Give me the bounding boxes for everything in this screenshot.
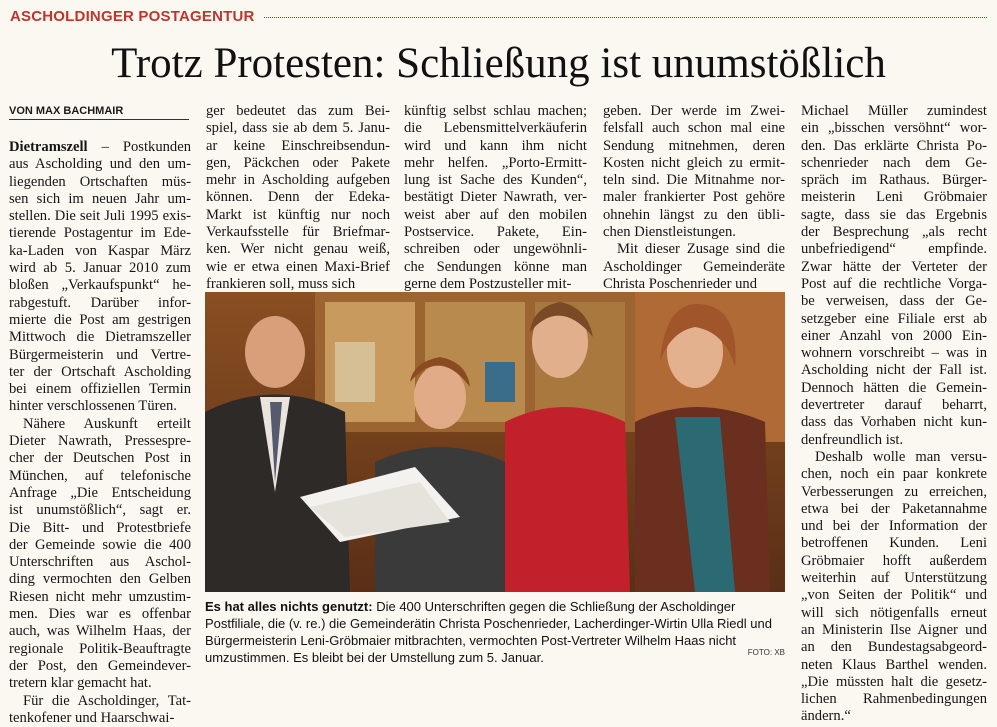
col1-line: mierte die Post am gestrigen bbox=[9, 311, 191, 328]
col1-line: sen sich im neuen Jahr um- bbox=[9, 190, 191, 207]
col1-line: tretern klar gemacht hat. bbox=[9, 675, 152, 692]
col1-line: ka-Laden von Kaspar März bbox=[9, 242, 191, 259]
col3-line: Postservice. Pakete, Ein- bbox=[404, 224, 587, 241]
col5-line: setzgeber eine Filiale erst ab bbox=[801, 310, 987, 327]
col5-line: denfreundlich ist. bbox=[801, 431, 904, 448]
col2-line: ar keine Einschreibsendun- bbox=[206, 137, 390, 154]
col1-line: ter der Ortschaft Ascholding bbox=[9, 363, 191, 380]
col1-line: ist unumstößlich“, sagt er. bbox=[9, 502, 191, 519]
col2-line: wie er etwa einen Maxi-Brief bbox=[206, 258, 390, 275]
col5-line: einer Anzahl von 2000 Ein- bbox=[801, 327, 987, 344]
col4-line: geben. Der werde im Zwei- bbox=[603, 103, 785, 119]
col1-line: auch, was Wilhelm Haas, der bbox=[9, 623, 191, 640]
col4-line: teln sind. Die Mitnahme nor- bbox=[603, 172, 785, 189]
col3-line: die Lebensmittelverkäuferin bbox=[404, 120, 587, 137]
col5-line: Michael Müller zumindest bbox=[801, 103, 987, 119]
section-kicker: ASCHOLDINGER POSTAGENTUR bbox=[10, 8, 263, 25]
col4-line: felsfall auch schon mal eine bbox=[603, 120, 785, 137]
article-column-1 bbox=[9, 139, 191, 727]
col3-line: che Sendungen könne man bbox=[404, 258, 587, 275]
col1-line: Die Bitt- und Protestbriefe bbox=[9, 519, 191, 536]
col5-line: etwa bei der Paketannahme bbox=[801, 500, 987, 517]
col5-line: Gröbmaier hofft außerdem bbox=[801, 552, 987, 569]
col3-line: gerne dem Postzusteller mit- bbox=[404, 275, 572, 292]
col1-line: tierende Postagentur im Ede- bbox=[9, 225, 191, 242]
col5-line: Deshalb wolle man versu- bbox=[815, 448, 987, 465]
col5-line: wohnern vorschreibt – was in bbox=[801, 345, 987, 362]
col5-line: Post auf die rechtliche Vorga- bbox=[801, 275, 987, 292]
article-column-2 bbox=[206, 103, 390, 293]
col3-line: weist aber auf den mobilen bbox=[404, 206, 587, 223]
col5-line: neten Klaus Barthel wenden. bbox=[801, 656, 987, 673]
col5-line: Dennoch hätten die Gemein- bbox=[801, 379, 987, 396]
col5-line: sagte, dass sie das Ergebnis bbox=[801, 206, 987, 223]
col4-line: chen Dienstleistungen. bbox=[603, 224, 736, 241]
col2-line: Verkaufsstelle für Briefmar- bbox=[206, 224, 390, 241]
col1-line: Mittwoch die Dietramszeller bbox=[9, 329, 191, 346]
col1-line: Anfrage „Die Entscheidung bbox=[9, 484, 191, 501]
col5-line: spräch im Rathaus. Bürger- bbox=[801, 172, 987, 189]
col1-line: cher der Deutschen Post in bbox=[9, 450, 191, 467]
photo-illustration bbox=[205, 292, 785, 592]
col5-line: Ascholding nicht der Fall ist. bbox=[801, 362, 987, 379]
col1-line: Unterschriften aus Aschol- bbox=[9, 554, 191, 571]
col3-line: schreiben oder ungewöhnli- bbox=[404, 241, 587, 258]
col4-line: maler frankierter Post gehöre bbox=[603, 189, 785, 206]
col5-line: und bei der Information der bbox=[801, 518, 987, 535]
col5-line: an den Bundestagsabgeord- bbox=[801, 639, 987, 656]
col2-line: gen, Päckchen oder Pakete bbox=[206, 154, 390, 171]
col5-line: chen, noch ein paar konkrete bbox=[801, 466, 987, 483]
col2-line: mehr in Ascholding aufgeben bbox=[206, 172, 390, 189]
col5-line: will sich nötigenfalls erneut bbox=[801, 604, 987, 621]
col5-line: Verbesserungen zu erreichen, bbox=[801, 483, 987, 500]
col3-line: bestätigt Dieter Nawrath, ver- bbox=[404, 189, 587, 206]
col1-line: bei einem offiziellen Termin bbox=[9, 381, 191, 398]
col5-line: ein „bisschen versöhnt“ wor- bbox=[801, 120, 987, 137]
col5-line: betroffenen Kunden. Leni bbox=[801, 535, 987, 552]
col2-line: Markt ist künftig nur noch bbox=[206, 206, 390, 223]
col1-line: der Gemeinde sowie die 400 bbox=[9, 536, 191, 553]
col5-line: „von Seiten der Politik“ und bbox=[801, 587, 987, 604]
col1-line: men. Dies war es offenbar bbox=[9, 606, 191, 623]
col1-line: stellen. Die seit Juli 1995 exis- bbox=[9, 208, 191, 225]
col5-line: be verweisen, dass der Ge- bbox=[801, 293, 987, 310]
col2-line: können. Denn der Edeka- bbox=[206, 189, 390, 206]
col4-line: Mit dieser Zusage sind die bbox=[617, 241, 785, 258]
col5-line: den. Das erklärte Christa Po- bbox=[801, 137, 987, 154]
col1-line: bloßen „Verkaufspunkt“ he- bbox=[9, 277, 191, 294]
col5-line: „Die müssten halt die gesetz- bbox=[801, 673, 987, 690]
col2-line: ken. Wer nicht genau weiß, bbox=[206, 241, 390, 258]
col5-line: ändern.“ bbox=[801, 708, 851, 725]
col1-line: Dietramszell – Postkunden bbox=[9, 139, 191, 155]
article-photo bbox=[205, 292, 785, 592]
col2-line: spiel, dass sie ab dem 5. Janu- bbox=[206, 120, 390, 137]
col4-line: ohnehin längst zu den übli- bbox=[603, 206, 785, 223]
kicker-dotted-rule bbox=[240, 17, 987, 18]
col3-line: mehr helfen. „Porto-Ermitt- bbox=[404, 154, 587, 171]
caption-text: Die 400 Unterschriften gegen die Schließung der Ascholdinger Postfiliale, die (v. re.) die Gemeinderätin Christa Poschenrieder, Lacherdinger-Wirtin Ulla Riedl und Bürgermeisterin Leni-Gröbmaier mitbrachten, vermochten Post-Vertreter Wilhelm Haas nicht umzustimmen. Es bleibt bei der Umstellung zum 5. Januar. bbox=[205, 599, 772, 665]
col5-line: unbefriedigend“ empfinde. bbox=[801, 241, 987, 258]
photo-caption bbox=[205, 598, 785, 666]
col3-line: lung ist Sache des Kunden“, bbox=[404, 172, 587, 189]
col5-line: dass das Vorhaben nicht kun- bbox=[801, 414, 987, 431]
col5-line: meisterin Leni Gröbmaier bbox=[801, 189, 987, 206]
article-column-5 bbox=[801, 103, 987, 726]
col1-line: tenkofener und Haarschwai- bbox=[9, 709, 175, 726]
col2-line: frankieren soll, muss sich bbox=[206, 275, 356, 292]
col4-line: Ascholdinger Gemeinderäte bbox=[603, 258, 785, 275]
col4-line: Sendung mitnehmen, deren bbox=[603, 137, 785, 154]
author-byline: VON MAX BACHMAIR bbox=[9, 105, 189, 120]
col2-line: ger bedeutet das zum Bei- bbox=[206, 103, 390, 119]
col1-line: liegenden Ortschaften müs- bbox=[9, 173, 191, 190]
caption-lead: Es hat alles nichts genutzt: bbox=[205, 599, 373, 614]
col1-line: Für die Ascholdinger, Tat- bbox=[23, 692, 191, 709]
col5-line: schenrieder nach dem Ge- bbox=[801, 154, 987, 171]
col5-line: der Besprechung „als recht bbox=[801, 224, 987, 241]
article-headline: Trotz Protesten: Schließung ist unumstößlich bbox=[111, 40, 886, 87]
photo-credit: FOTO: XB bbox=[747, 648, 785, 657]
col1-line: Nähere Auskunft erteilt bbox=[23, 415, 191, 432]
col1-line: München, auf telefonische bbox=[9, 467, 191, 484]
col5-line: an Ministerin Ilse Aigner und bbox=[801, 621, 987, 638]
col4-line: Kosten nicht gleich zu ermit- bbox=[603, 154, 785, 171]
col3-line: künftig selbst schlau machen; bbox=[404, 103, 587, 119]
col1-line: Dieter Nawrath, Pressespre- bbox=[9, 433, 191, 450]
col1-line: hinter verschlossenen Türen. bbox=[9, 398, 177, 415]
col5-line: devertreter darauf beharrt, bbox=[801, 397, 987, 414]
article-column-4 bbox=[603, 103, 785, 293]
col1-line: aus Ascholding und den um- bbox=[9, 156, 191, 173]
col5-line: lichen Rahmenbedingungen bbox=[801, 691, 987, 708]
col5-line: weiterhin auf Unterstützung bbox=[801, 570, 987, 587]
article-column-3 bbox=[404, 103, 587, 293]
col4-line: Christa Poschenrieder und bbox=[603, 275, 758, 292]
col1-line: Riesen nicht mehr umzustim- bbox=[9, 588, 191, 605]
col1-line: ding vermochten den Gelben bbox=[9, 571, 191, 588]
col1-line: Bürgermeisterin und Vertre- bbox=[9, 346, 191, 363]
col1-line: regionale Politik-Beauftragte bbox=[9, 640, 191, 657]
col1-line: rabgestuft. Darüber infor- bbox=[9, 294, 191, 311]
col3-line: wird und kann ihm nicht bbox=[404, 137, 587, 154]
col1-line: der Post, den Gemeindever- bbox=[9, 657, 191, 674]
col1-line: wird ab 5. Januar 2010 zum bbox=[9, 260, 191, 277]
col5-line: Zwar hätte der Verteter der bbox=[801, 258, 987, 275]
